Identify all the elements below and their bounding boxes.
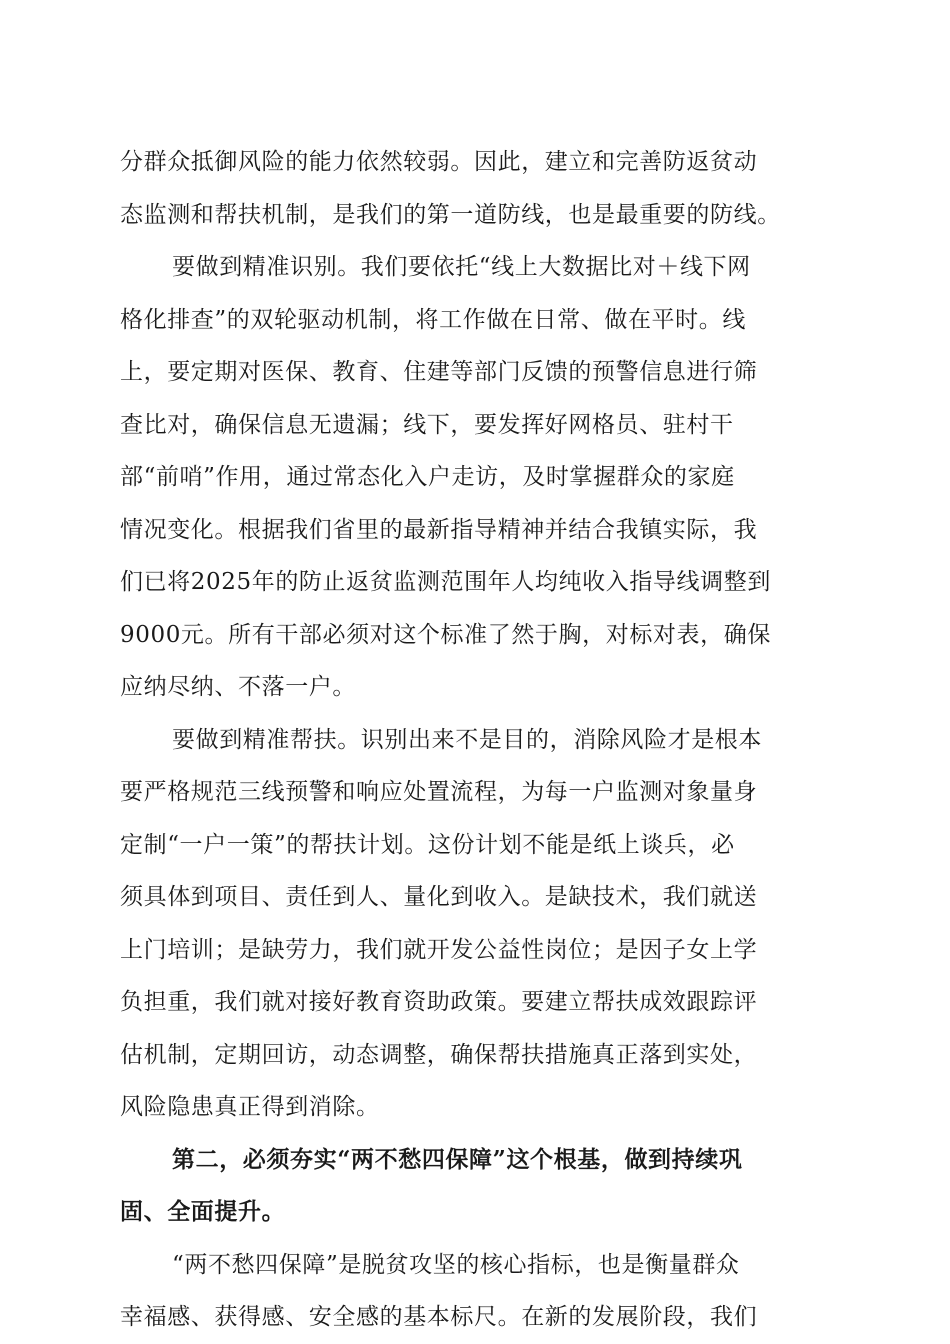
text-line-4: 格化排查”的双轮驱动机制，将工作做在日常、做在平时。线 xyxy=(120,306,746,333)
text-line-12: 要做到精准帮扶。识别出来不是目的，消除风险才是根本 xyxy=(172,726,762,753)
text-line-8: 情况变化。根据我们省里的最新指导精神并结合我镇实际，我 xyxy=(120,516,758,543)
text-line-22: “两不愁四保障”是脱贫攻坚的核心指标，也是衡量群众 xyxy=(172,1251,740,1278)
text-line-6: 查比对，确保信息无遗漏；线下，要发挥好网格员、驻村干 xyxy=(120,411,734,438)
section-heading-line-2: 固、全面提升。 xyxy=(120,1198,286,1225)
text-line-2: 态监测和帮扶机制，是我们的第一道防线，也是最重要的防线。 xyxy=(120,201,781,228)
text-line-14: 定制“一户一策”的帮扶计划。这份计划不能是纸上谈兵，必 xyxy=(120,831,735,858)
text-line-19: 风险隐患真正得到消除。 xyxy=(120,1094,380,1120)
text-line-10: 9000元。所有干部必须对这个标准了然于胸，对标对表，确保 xyxy=(120,621,771,648)
text-line-16: 上门培训；是缺劳力，我们就开发公益性岗位；是因子女上学 xyxy=(120,936,758,963)
text-line-3: 要做到精准识别。我们要依托“线上大数据比对＋线下网 xyxy=(172,254,751,280)
text-line-17: 负担重，我们就对接好教育资助政策。要建立帮扶成效跟踪评 xyxy=(120,989,758,1015)
section-heading-line-1: 第二，必须夯实“两不愁四保障”这个根基，做到持续巩 xyxy=(172,1145,743,1173)
text-line-11: 应纳尽纳、不落一户。 xyxy=(120,674,356,700)
document-body xyxy=(120,136,826,1344)
text-line-1: 分群众抵御风险的能力依然较弱。因此，建立和完善防返贫动 xyxy=(120,149,758,175)
text-line-9: 们已将2025年的防止返贫监测范围年人均纯收入指导线调整到 xyxy=(120,569,771,595)
text-line-23: 幸福感、获得感、安全感的基本标尺。在新的发展阶段，我们 xyxy=(120,1304,758,1330)
text-line-15: 须具体到项目、责任到人、量化到收入。是缺技术，我们就送 xyxy=(120,884,758,910)
text-line-13: 要严格规范三线预警和响应处置流程，为每一户监测对象量身 xyxy=(120,779,758,805)
text-line-18: 估机制，定期回访，动态调整，确保帮扶措施真正落到实处， xyxy=(120,1041,758,1068)
text-line-5: 上，要定期对医保、教育、住建等部门反馈的预警信息进行筛 xyxy=(120,359,758,385)
text-line-7: 部“前哨”作用，通过常态化入户走访，及时掌握群众的家庭 xyxy=(120,464,735,490)
